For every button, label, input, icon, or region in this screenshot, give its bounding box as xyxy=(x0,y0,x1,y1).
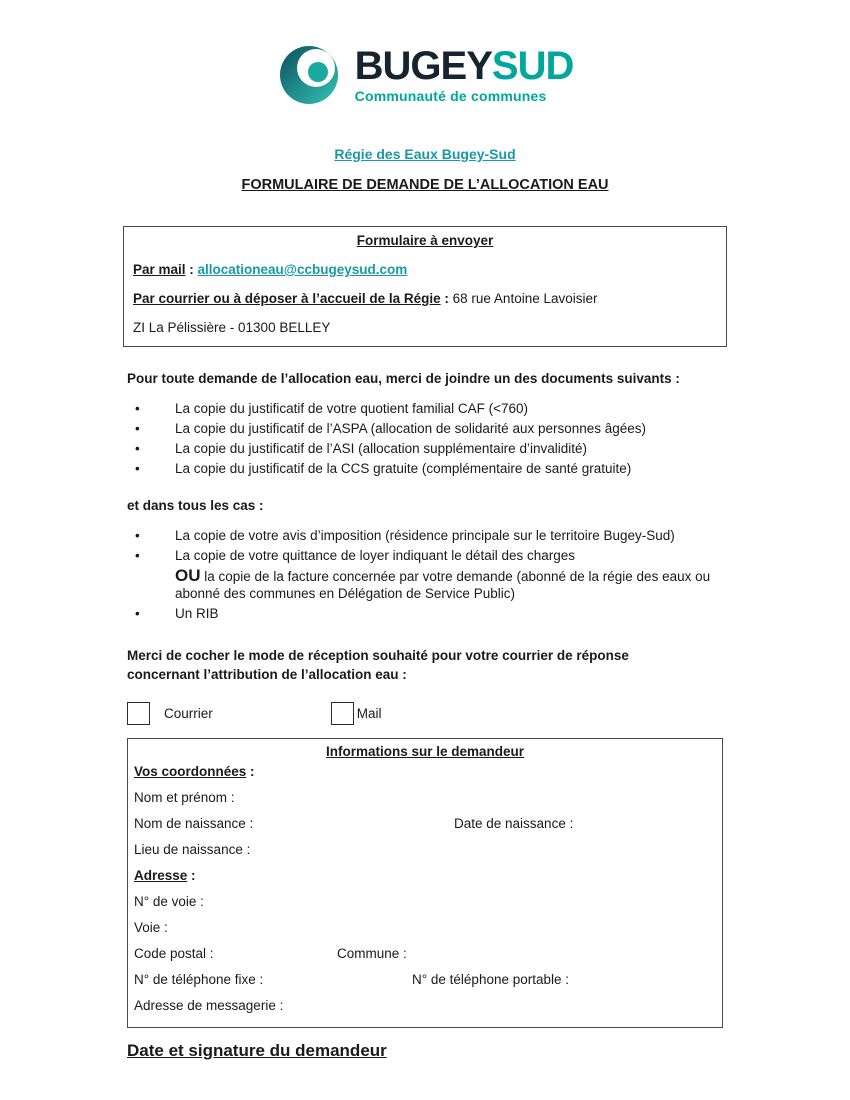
send-courier-row xyxy=(133,291,717,306)
field-messagerie: Adresse de messagerie : xyxy=(134,997,284,1013)
ou-line xyxy=(175,566,723,601)
org-link[interactable]: Régie des Eaux Bugey-Sud xyxy=(334,146,516,162)
documents-intro: Pour toute demande de l’allocation eau, merci de joindre un des documents suivants : xyxy=(127,371,680,386)
all-cases-label: et dans tous les cas : xyxy=(127,498,264,513)
logo-text xyxy=(355,46,574,104)
reception-instruction: Merci de cocher le mode de réception souhaité pour votre courrier de réponse concernant l’attribution de l’allocation eau : xyxy=(127,648,629,682)
page-title: FORMULAIRE DE DEMANDE DE L’ALLOCATION EAU xyxy=(241,177,609,193)
brand-wordmark xyxy=(355,46,574,86)
info-box-title: Informations sur le demandeur xyxy=(325,743,525,759)
field-commune: Commune : xyxy=(337,945,407,961)
field-num-voie: N° de voie : xyxy=(134,893,204,909)
list-item: • La copie du justificatif de l’ASI (allocation supplémentaire d’invalidité) xyxy=(127,441,723,456)
send-mail-row xyxy=(133,262,717,277)
adresse-heading xyxy=(134,863,716,889)
field-tel-portable: N° de téléphone portable : xyxy=(412,971,570,987)
field-nom-naissance: Nom de naissance : xyxy=(134,815,254,831)
courrier-checkbox[interactable] xyxy=(127,702,150,725)
field-voie: Voie : xyxy=(134,919,168,935)
coordonnees-heading xyxy=(134,759,716,785)
signature-label: Date et signature du demandeur xyxy=(127,1040,387,1060)
field-code-postal: Code postal : xyxy=(134,945,214,961)
mail-separator: : xyxy=(185,262,198,277)
list-item: • La copie du justificatif de l’ASPA (allocation de solidarité aux personnes âgées) xyxy=(127,421,723,436)
field-tel-fixe: N° de téléphone fixe : xyxy=(134,971,264,987)
mail-label: Par mail xyxy=(133,262,186,277)
field-telephone-row xyxy=(134,967,716,993)
field-nom-prenom: Nom et prénom : xyxy=(134,789,235,805)
coordonnees-label: Vos coordonnées xyxy=(134,763,247,779)
field-naissance-row xyxy=(134,811,716,837)
all-cases-list xyxy=(127,528,723,621)
courier-address: 68 rue Antoine Lavoisier xyxy=(452,291,598,306)
field-commune-row xyxy=(134,941,716,967)
mail-checkbox[interactable] xyxy=(331,702,354,725)
coordonnees-colon: : xyxy=(246,763,255,779)
list-item: • Un RIB xyxy=(127,606,723,621)
adresse-colon: : xyxy=(187,867,196,883)
list-item: • La copie de votre avis d’imposition (résidence principale sur le territoire Bugey-Sud) xyxy=(127,528,723,543)
send-box-title: Formulaire à envoyer xyxy=(356,233,494,248)
brand-tagline: Communauté de communes xyxy=(354,88,547,104)
courier-separator: : xyxy=(440,291,453,306)
quittance-text: • La copie de votre quittance de loyer indiquant le détail des charges xyxy=(175,548,576,563)
brand-sud: SUD xyxy=(491,44,574,88)
adresse-label: Adresse xyxy=(134,867,188,883)
applicant-info-box xyxy=(127,738,723,1028)
org-link-row xyxy=(0,146,850,162)
field-lieu-naissance: Lieu de naissance : xyxy=(134,841,251,857)
ou-text: la copie de la facture concernée par votre demande (abonné de la régie des eaux ou abonné des communes en Délégation de Service Public) xyxy=(175,569,711,601)
logo xyxy=(250,24,600,126)
list-item xyxy=(127,548,723,601)
list-item: • La copie du justificatif de votre quotient familial CAF (<760) xyxy=(127,401,723,416)
send-box xyxy=(123,226,727,347)
send-address-row: ZI La Pélissière - 01300 BELLEY xyxy=(133,320,331,335)
list-item: • La copie du justificatif de la CCS gratuite (complémentaire de santé gratuite) xyxy=(127,461,723,476)
reception-options xyxy=(127,702,723,725)
courier-label: Par courrier ou à déposer à l’accueil de la Régie xyxy=(133,291,441,306)
ou-label: OU xyxy=(175,566,201,585)
brand-bugey: BUGEY xyxy=(354,44,492,88)
courrier-checkbox-label: Courrier xyxy=(164,705,213,721)
mail-checkbox-label: Mail xyxy=(356,705,382,721)
field-date-naissance: Date de naissance : xyxy=(454,815,574,831)
mail-link[interactable]: allocationeau@ccbugeysud.com xyxy=(197,262,408,277)
documents-list xyxy=(127,401,723,476)
bugeysud-swirl-icon xyxy=(277,43,341,107)
